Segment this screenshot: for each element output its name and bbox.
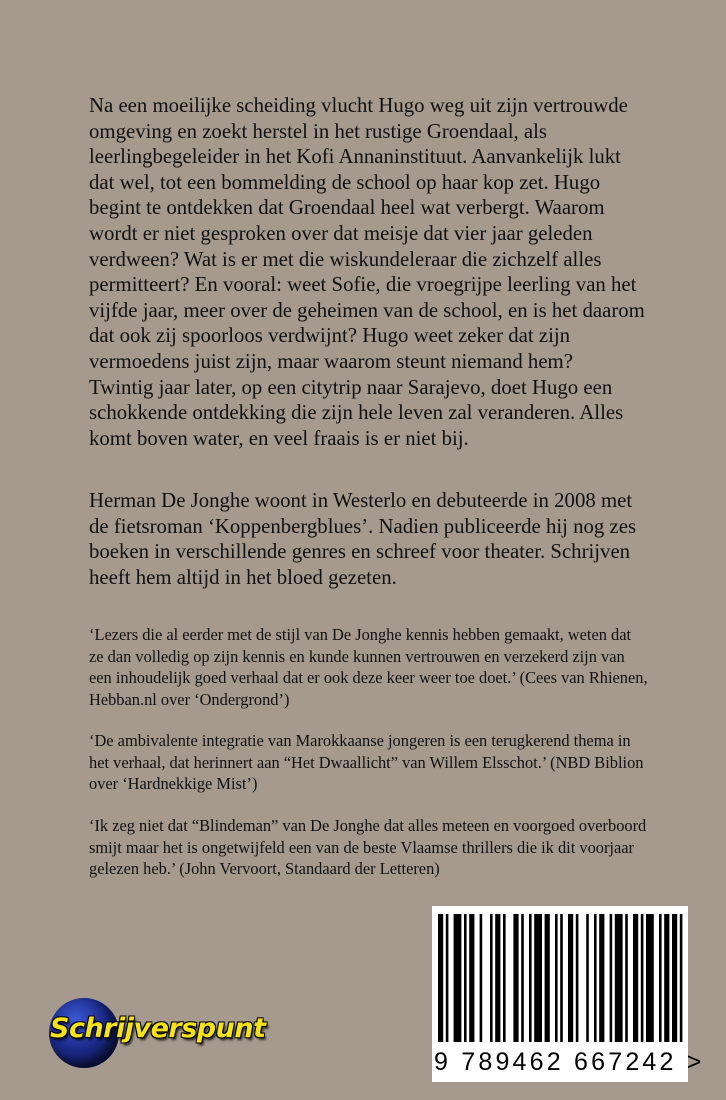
- blurb-text: [89, 93, 649, 451]
- review-quote: ‘De ambivalente integratie van Marokkaanse jongeren is een terugkerend thema in het verhaal, dat herinnert aan “Het Dwaallicht” van Willem Elsschot.’ (NBD Biblion over ‘Hardnekkige Mist’): [89, 731, 644, 794]
- barcode-bar: [464, 914, 467, 1042]
- barcode-bar: [521, 914, 524, 1042]
- barcode-bar: [469, 914, 474, 1042]
- barcode-bar: [599, 914, 604, 1042]
- barcode-bar: [490, 914, 493, 1042]
- barcode-bar: [646, 914, 654, 1042]
- barcode-bar: [615, 914, 623, 1042]
- barcode-bar: [446, 914, 449, 1042]
- barcode-bar: [576, 914, 579, 1042]
- isbn-number: 9 789462 667242 >: [434, 1048, 705, 1076]
- barcode-bar: [555, 914, 558, 1042]
- barcode-bar: [534, 914, 542, 1042]
- barcode-bar: [568, 914, 573, 1042]
- blurb-paragraph-2: Twintig jaar later, op een citytrip naar Sarajevo, doet Hugo een schokkende ontdekking die zijn hele leven zal veranderen. Alles komt boven water, en veel fraais is er niet bij.: [89, 375, 624, 450]
- barcode-bar: [659, 914, 662, 1042]
- barcode-bar: [495, 914, 500, 1042]
- barcode-bar: [641, 914, 644, 1042]
- barcode-bar: [454, 914, 462, 1042]
- barcode-bar: [480, 914, 483, 1042]
- barcode-bar: [625, 914, 628, 1042]
- review-quote: ‘Ik zeg niet dat “Blindeman” van De Jonghe dat alles meteen en voorgoed overboord smijt maar het is ongetwijfeld een van de beste Vlaamse thrillers die ik dit voorjaar gelezen heb.’ (John Vervoort, Standaard der Letteren): [89, 816, 647, 879]
- barcode-bar: [503, 914, 506, 1042]
- barcode-bar: [680, 914, 683, 1042]
- barcode-bar: [672, 914, 677, 1042]
- author-bio: Herman De Jonghe woont in Westerlo en debuteerde in 2008 met de fietsroman ‘Koppenbergblues’. Nadien publiceerde hij nog zes boeken in verschillende genres en schreef voor theater. Schrijven heeft hem altijd in het bloed gezeten.: [89, 489, 637, 589]
- barcode-bar: [586, 914, 589, 1042]
- barcode-bar: [545, 914, 550, 1042]
- barcode-bar: [594, 914, 597, 1042]
- publisher-logo: [38, 998, 298, 1068]
- barcode-bar: [513, 914, 518, 1042]
- barcode-bar: [529, 914, 532, 1042]
- barcode-bar: [610, 914, 613, 1042]
- barcode-icon: [432, 906, 688, 1046]
- barcode-bar: [664, 914, 669, 1042]
- isbn-barcode: [432, 906, 705, 1082]
- blurb-paragraph-1: Na een moeilijke scheiding vlucht Hugo weg uit zijn vertrouwde omgeving en zoekt herstel in het rustige Groendaal, als leerlingbegeleider in het Kofi Annaninstituut. Aanvankelijk lukt dat wel, tot een bommelding de school op haar kop zet. Hugo begint te ontdekken dat Groendaal heel wat verbergt. Waarom wordt er niet gesproken over dat meisje dat vier jaar geleden verdween? Wat is er met die wiskundeleraar die zichzelf alles permitteert? En vooral: weet Sofie, die vroegrijpe leerling van het vijfde jaar, meer over de geheimen van de school, en is het daarom dat ook zij spoorloos verdwijnt? Hugo weet zeker dat zijn vermoedens juist zijn, maar waarom steunt niemand hem?: [89, 94, 645, 373]
- publisher-name: Schrijverspunt: [50, 1013, 266, 1044]
- review-quote: ‘Lezers die al eerder met de stijl van De Jonghe kennis hebben gemaakt, weten dat ze dan volledig op zijn kennis en kunde kunnen vertrouwen en verzekerd zijn van een inhoudelijk goed verhaal dat er ook deze keer weer toe doet.’ (Cees van Rhienen, Hebban.nl over ‘Ondergrond’): [89, 625, 648, 709]
- barcode-bar: [560, 914, 563, 1042]
- barcode-bar: [633, 914, 638, 1042]
- barcode-bar: [438, 914, 443, 1042]
